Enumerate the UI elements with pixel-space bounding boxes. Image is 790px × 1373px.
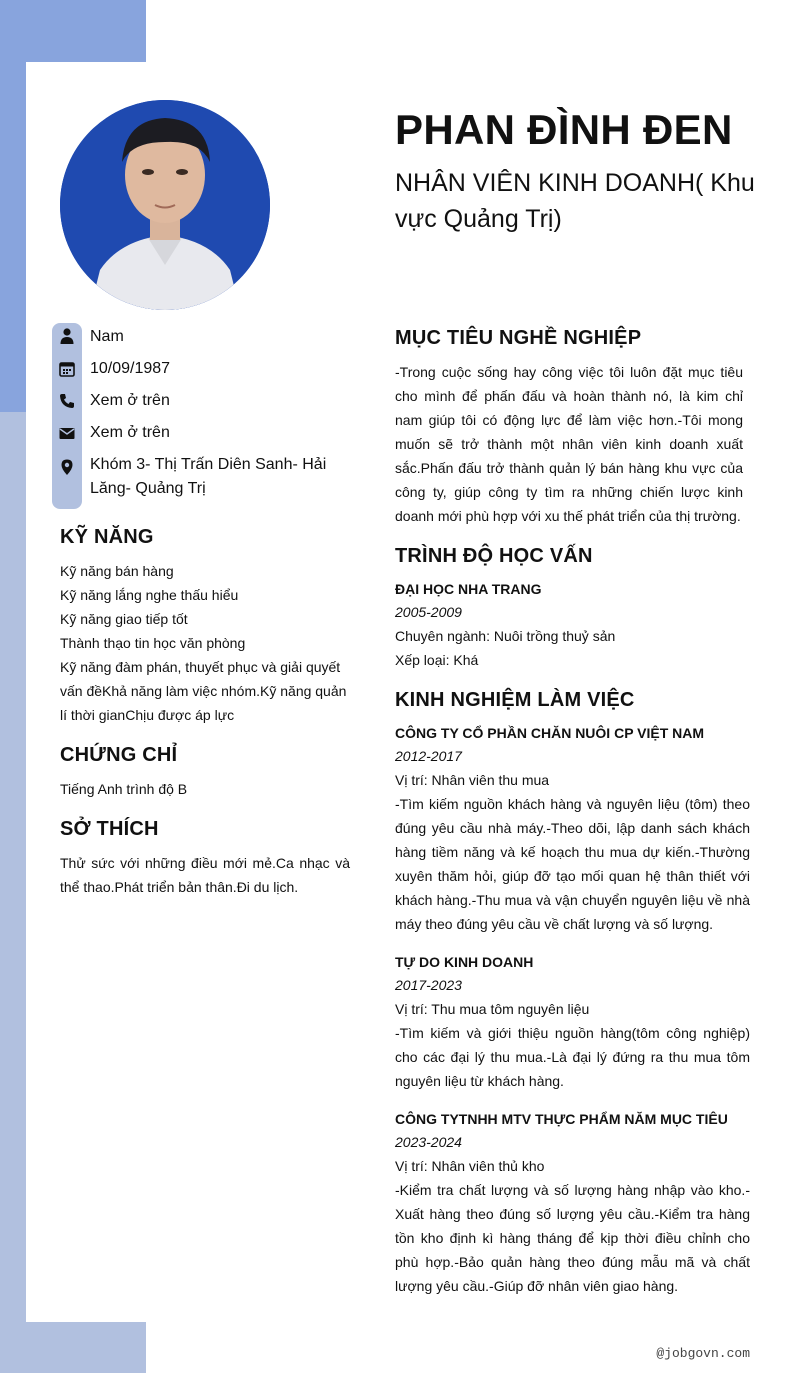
calendar-icon — [58, 360, 76, 378]
job-company: CÔNG TYTNHH MTV THỰC PHẨM NĂM MỤC TIÊU — [395, 1111, 728, 1127]
experience-heading: KINH NGHIỆM LÀM VIỆC — [395, 689, 635, 711]
contact-address: Khóm 3- Thị Trấn Diên Sanh- Hải Lăng- Quảng Trị — [90, 456, 327, 497]
skills-heading: KỸ NĂNG — [60, 526, 154, 548]
candidate-name: PHAN ĐÌNH ĐEN — [395, 106, 733, 153]
skill-item: Kỹ năng lắng nghe thấu hiểu — [60, 587, 239, 603]
job-description: -Tìm kiếm và giới thiệu nguồn hàng(tôm công nghiệp) cho các đại lý thu mua.-Là đại lý đứng ra thu mua tôm nguyên liệu từ khách hàng. — [395, 1025, 750, 1089]
job-description: -Kiểm tra chất lượng và số lượng hàng nhập vào kho.-Xuất hàng theo đúng số lượng yêu cầu.-Kiểm tra hàng tồn kho định kì hàng tháng để kịp thời điều chỉnh cho phù hợp.-Bảo quản hàng theo đúng mẫu mã và chất lượng yêu cầu.-Giúp đỡ nhân viên giao hàng. — [395, 1182, 750, 1294]
objective-heading: MỤC TIÊU NGHỀ NGHIỆP — [395, 327, 642, 349]
contact-email: Xem ở trên — [90, 424, 170, 441]
person-icon — [58, 327, 76, 345]
education-school: ĐẠI HỌC NHA TRANG — [395, 581, 542, 597]
job-company: CÔNG TY CỔ PHẦN CHĂN NUÔI CP VIỆT NAM — [395, 725, 705, 741]
job-company: TỰ DO KINH DOANH — [395, 954, 534, 970]
decor-bottom-block — [0, 1322, 146, 1373]
job-position: Vị trí: Nhân viên thủ kho — [395, 1158, 545, 1174]
phone-icon — [58, 392, 76, 410]
education-heading: TRÌNH ĐỘ HỌC VẤN — [395, 545, 593, 567]
site-watermark: @jobgovn.com — [656, 1346, 750, 1361]
certificates-heading: CHỨNG CHỈ — [60, 744, 178, 766]
hobbies-text: Thử sức với những điều mới mẻ.Ca nhạc và thể thao.Phát triển bản thân.Đi du lịch. — [60, 855, 350, 895]
objective-text: -Trong cuộc sống hay công việc tôi luôn đặt mục tiêu cho mình để phấn đấu và hoàn thành nó, là kim chỉ nam giúp tôi có động lực để làm việc hơn.-Tôi mong muốn sẽ trở thành một nhân viên kinh doanh xuất sắc.Phấn đấu trở thành quản lý bán hàng khu vực của công ty, giúp công ty tìm ra những chiến lược kinh doanh mới phù hợp với xu thế phát triển của thị trường. — [395, 364, 743, 524]
education-period: 2005-2009 — [395, 604, 462, 620]
job-period: 2023-2024 — [395, 1134, 462, 1150]
skill-item: Kỹ năng giao tiếp tốt — [60, 611, 188, 627]
job-period: 2017-2023 — [395, 977, 462, 993]
location-pin-icon — [58, 458, 76, 476]
certificates-list — [60, 777, 352, 801]
contact-phone: Xem ở trên — [90, 392, 170, 409]
contact-birthday: 10/09/1987 — [90, 360, 171, 377]
job-period: 2012-2017 — [395, 748, 462, 764]
skill-item: Kỹ năng đàm phán, thuyết phục và giải quyết vấn đềKhả năng làm việc nhóm.Kỹ năng quản lí thời gianChịu được áp lực — [60, 659, 347, 723]
certificate-item: Tiếng Anh trình độ B — [60, 781, 188, 797]
education-rank: Xếp loại: Khá — [395, 652, 479, 668]
contact-icon-bar — [52, 323, 82, 509]
hobbies-heading: SỞ THÍCH — [60, 818, 159, 840]
job-position: Vị trí: Thu mua tôm nguyên liệu — [395, 1001, 590, 1017]
education-major: Chuyên ngành: Nuôi trồng thuỷ sản — [395, 628, 616, 644]
profile-photo-illustration — [60, 100, 270, 310]
skills-list — [60, 559, 352, 727]
skill-item: Thành thạo tin học văn phòng — [60, 635, 246, 651]
candidate-job-title: NHÂN VIÊN KINH DOANH( Khu vực Quảng Trị) — [395, 169, 755, 233]
email-icon — [58, 424, 76, 442]
profile-photo — [60, 100, 270, 310]
decor-side-strip — [0, 412, 26, 1373]
contact-gender: Nam — [90, 328, 124, 345]
job-position: Vị trí: Nhân viên thu mua — [395, 772, 550, 788]
skill-item: Kỹ năng bán hàng — [60, 563, 174, 579]
job-description: -Tìm kiếm nguồn khách hàng và nguyên liệu (tôm) theo đúng yêu cầu nhà máy.-Theo dõi, lập danh sách khách hàng tiềm năng và kế hoạch thu mua dự kiến.-Thường xuyên thăm hỏi, giúp đỡ tạo mối quan hệ thân thiết với khách hàng.-Thu mua và vận chuyển nguyên liệu về nhà máy theo đúng yêu cầu về chất lượng và số lượng. — [395, 796, 750, 932]
